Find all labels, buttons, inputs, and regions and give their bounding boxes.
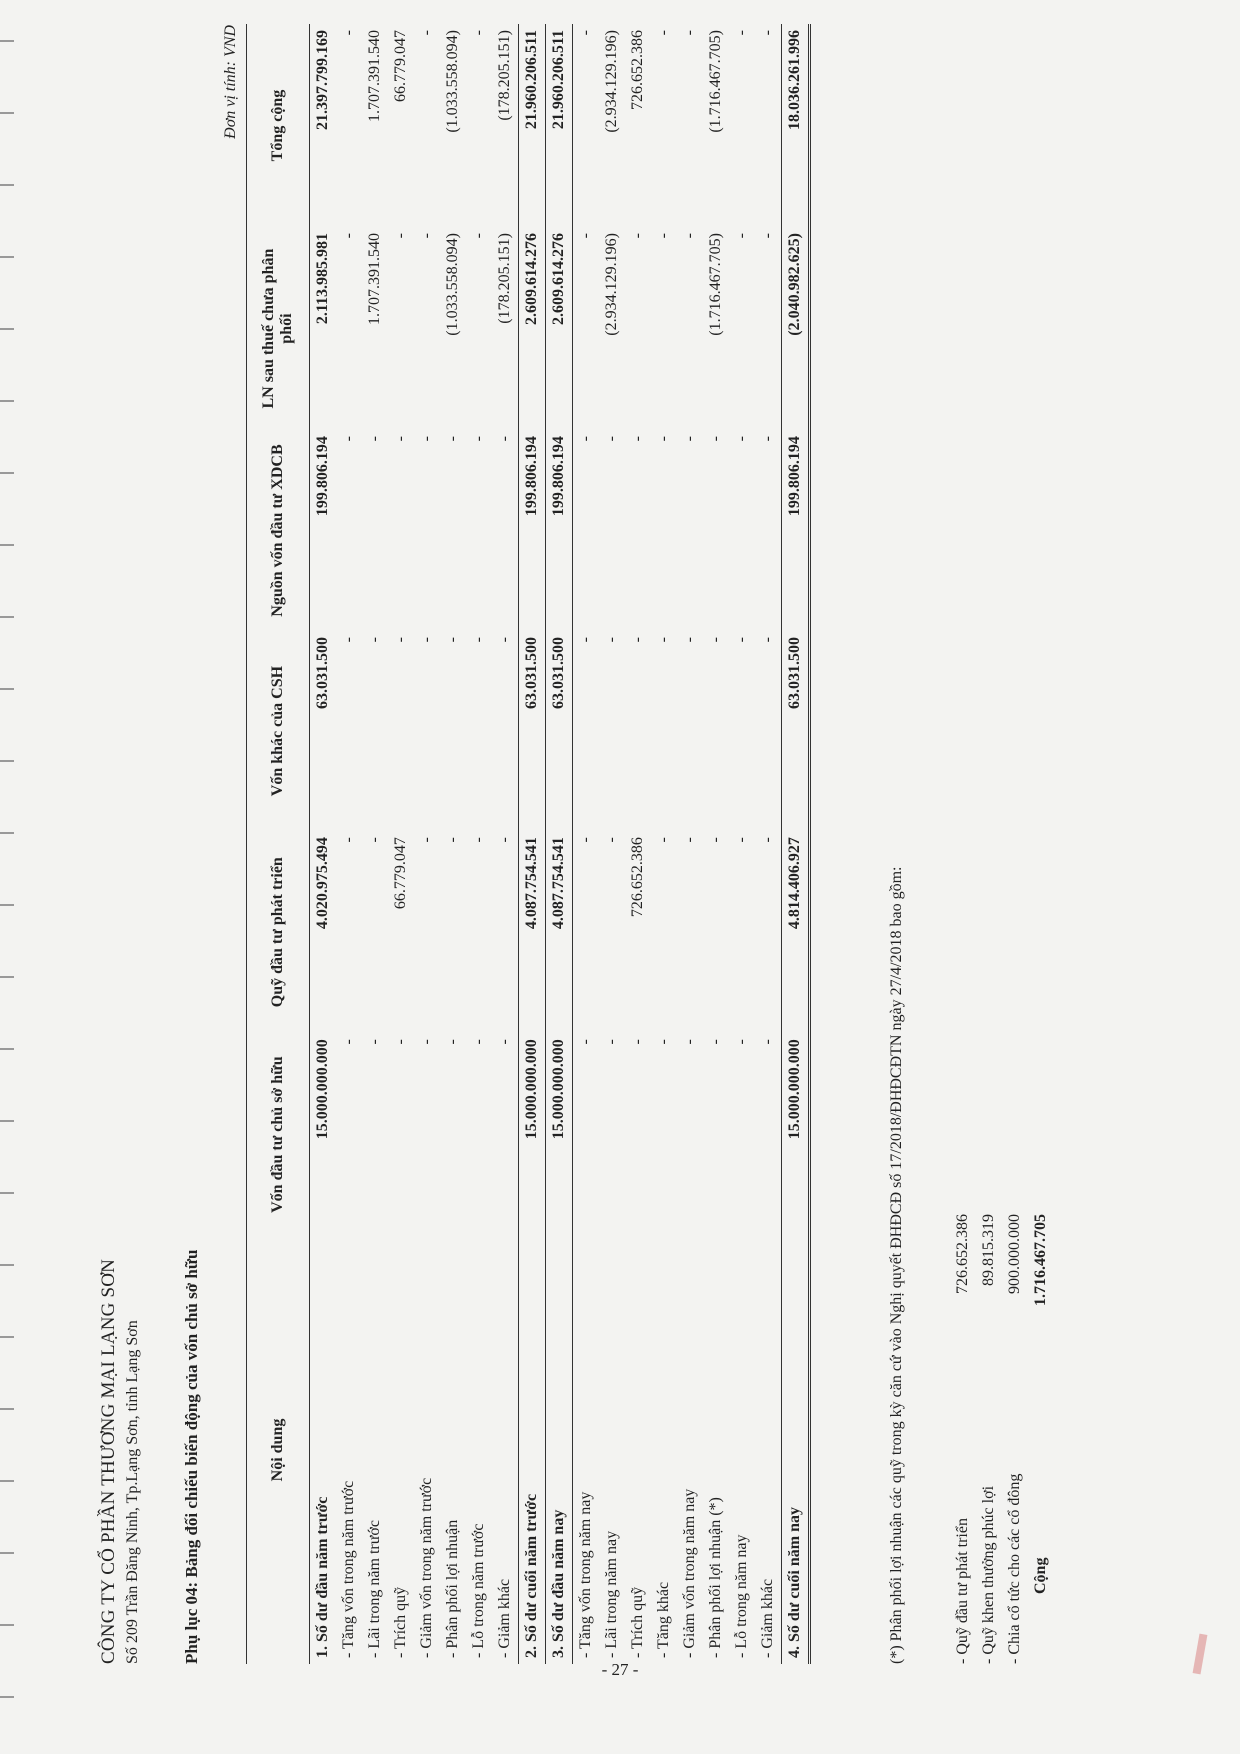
table-cell: -: [496, 436, 513, 442]
table-row: [625, 24, 651, 1664]
table-row: [755, 24, 782, 1664]
table-row: [519, 24, 546, 1664]
table-cell: -: [496, 636, 513, 643]
table-row: [414, 24, 440, 1664]
breakdown-total-row: [1028, 1214, 1054, 1664]
row-label: - Trích quỹ: [629, 1586, 646, 1658]
table-cell: -: [444, 636, 461, 643]
table-cell: -: [470, 1039, 487, 1045]
breakdown-total-label: Cộng: [1032, 1557, 1049, 1594]
table-cell: -: [366, 1039, 383, 1045]
table-row: [310, 24, 337, 1664]
table-cell: -: [681, 636, 698, 643]
table-cell: -: [366, 636, 383, 643]
company-address: Số 209 Trần Đăng Ninh, Tp.Lạng Sơn, tỉnh Lạng Sơn: [124, 1320, 141, 1664]
row-label: 3. Số dư đầu năm nay: [546, 1236, 573, 1664]
breakdown-value: 89.815.319: [980, 1214, 997, 1286]
breakdown-label: - Chia cổ tức cho các cổ đông: [1006, 1473, 1023, 1664]
table-row: [782, 24, 810, 1664]
row-label: - Tăng khác: [655, 1581, 672, 1658]
table-cell: 63.031.500: [546, 631, 573, 831]
profit-distribution-breakdown: [950, 1214, 1054, 1664]
breakdown-row: [950, 1214, 976, 1664]
table-cell: 21.960.206.511: [546, 24, 573, 227]
breakdown-row: [1002, 1214, 1028, 1664]
table-cell: -: [577, 1039, 594, 1045]
company-header: [98, 1259, 142, 1664]
table-cell: -: [707, 1039, 724, 1045]
table-cell: -: [603, 837, 620, 843]
table-cell: (1.716.467.705): [707, 233, 724, 336]
table-cell: -: [577, 233, 594, 239]
table-cell: (178.205.151): [496, 30, 513, 121]
table-cell: -: [655, 436, 672, 442]
table-cell: -: [655, 837, 672, 843]
row-label: - Giảm khác: [759, 1578, 776, 1658]
table-cell: -: [418, 636, 435, 643]
table-cell: -: [340, 30, 357, 36]
table-row: [573, 24, 600, 1664]
table-cell: -: [681, 30, 698, 36]
table-cell: -: [470, 837, 487, 843]
table-cell: -: [340, 636, 357, 643]
table-cell: (1.033.558.094): [444, 233, 461, 336]
row-label: - Tăng vốn trong năm trước: [340, 1480, 357, 1658]
table-cell: (1.033.558.094): [444, 30, 461, 133]
table-row: [599, 24, 625, 1664]
row-label: 1. Số dư đầu năm trước: [314, 1496, 331, 1658]
table-cell: 15.000.000.000: [782, 1033, 810, 1236]
row-label: - Lỗ trong năm trước: [470, 1523, 487, 1658]
table-row: [492, 24, 519, 1664]
table-cell: -: [681, 1039, 698, 1045]
table-cell: -: [470, 636, 487, 643]
table-cell: 66.779.047: [392, 30, 409, 102]
table-cell: 21.397.799.169: [314, 30, 331, 130]
table-cell: 15.000.000.000: [519, 1033, 546, 1236]
table-cell: -: [629, 436, 646, 442]
table-cell: 4.814.406.927: [782, 831, 810, 1033]
table-row: [466, 24, 492, 1664]
table-cell: 2.609.614.276: [519, 227, 546, 430]
breakdown-row: [976, 1214, 1002, 1664]
table-cell: -: [655, 233, 672, 239]
table-header-row: [247, 24, 310, 1664]
table-cell: 199.806.194: [546, 430, 573, 631]
table-row: [729, 24, 755, 1664]
table-cell: 63.031.500: [782, 631, 810, 831]
header-owner-capital: Vốn đầu tư chủ sở hữu: [247, 1033, 310, 1236]
table-cell: -: [577, 636, 594, 643]
table-cell: -: [681, 436, 698, 442]
table-cell: -: [733, 636, 750, 643]
table-cell: (2.040.982.625): [782, 227, 810, 430]
table-cell: -: [733, 1039, 750, 1045]
page-number: - 27 -: [601, 1660, 639, 1679]
appendix-title: Phụ lục 04: Bảng đối chiếu biến động của vốn chủ sở hữu: [182, 1249, 201, 1664]
table-row: [440, 24, 466, 1664]
table-cell: -: [733, 30, 750, 36]
table-cell: -: [366, 837, 383, 843]
row-label: - Trích quỹ: [392, 1586, 409, 1658]
header-retained-earnings: LN sau thuế chưa phân phối: [247, 227, 310, 430]
table-cell: -: [759, 30, 776, 36]
table-cell: (178.205.151): [496, 233, 513, 324]
table-cell: 726.652.386: [629, 30, 646, 110]
table-cell: -: [340, 436, 357, 442]
table-cell: -: [340, 1039, 357, 1045]
header-total: Tổng cộng: [247, 24, 310, 227]
table-cell: -: [444, 837, 461, 843]
table-cell: -: [444, 436, 461, 442]
table-row: [677, 24, 703, 1664]
footnote: (*) Phân phối lợi nhuận các quỹ trong kỳ căn cứ vào Nghị quyết ĐHĐCĐ số 17/2018/ĐHĐCĐTN ngày 27/4/2018 bao gồm:: [888, 866, 905, 1664]
table-cell: -: [733, 436, 750, 442]
table-cell: -: [340, 233, 357, 239]
table-cell: -: [366, 436, 383, 442]
table-cell: -: [418, 436, 435, 442]
table-cell: 15.000.000.000: [546, 1033, 573, 1236]
row-label: 4. Số dư cuối năm nay: [782, 1236, 810, 1664]
table-cell: 4.020.975.494: [314, 837, 331, 930]
breakdown-value: 900.000.000: [1006, 1214, 1023, 1294]
table-cell: 726.652.386: [629, 837, 646, 918]
header-development-fund: Quỹ đầu tư phát triển: [247, 831, 310, 1033]
table-cell: -: [629, 233, 646, 239]
table-cell: 1.707.391.540: [366, 30, 383, 122]
table-cell: -: [340, 837, 357, 843]
table-cell: -: [629, 636, 646, 643]
header-content: Nội dung: [247, 1236, 310, 1664]
table-cell: -: [418, 233, 435, 239]
table-cell: -: [603, 1039, 620, 1045]
table-cell: -: [681, 233, 698, 239]
table-cell: -: [759, 837, 776, 843]
table-cell: -: [707, 436, 724, 442]
row-label: - Phân phối lợi nhuận (*): [707, 1497, 724, 1658]
breakdown-total-value: 1.716.467.705: [1032, 1214, 1049, 1306]
table-cell: -: [759, 636, 776, 643]
table-cell: -: [655, 30, 672, 36]
table-cell: -: [707, 837, 724, 843]
row-label: - Phân phối lợi nhuận: [444, 1519, 461, 1658]
table-cell: 4.087.754.541: [519, 831, 546, 1033]
table-row: [546, 24, 573, 1664]
table-row: [362, 24, 388, 1664]
table-cell: -: [577, 30, 594, 36]
table-row: [703, 24, 729, 1664]
company-name: CÔNG TY CỔ PHẦN THƯƠNG MẠI LẠNG SƠN: [98, 1258, 119, 1664]
table-cell: -: [496, 1039, 513, 1045]
table-cell: 63.031.500: [519, 631, 546, 831]
table-cell: (2.934.129.196): [603, 233, 620, 336]
table-cell: -: [577, 436, 594, 442]
table-cell: -: [759, 1039, 776, 1045]
currency-unit: Đơn vị tính: VND: [222, 25, 239, 139]
header-construction-capital: Nguồn vốn đầu tư XDCB: [247, 430, 310, 631]
table-cell: -: [655, 636, 672, 643]
table-cell: 2.113.985.981: [314, 233, 331, 325]
table-cell: 66.779.047: [392, 837, 409, 910]
equity-changes-table: [246, 24, 811, 1664]
table-cell: -: [603, 636, 620, 643]
table-cell: -: [603, 436, 620, 442]
table-cell: -: [759, 233, 776, 239]
table-cell: (1.716.467.705): [707, 30, 724, 133]
table-cell: -: [392, 233, 409, 239]
table-cell: -: [681, 837, 698, 843]
table-cell: 199.806.194: [314, 436, 331, 517]
table-cell: -: [392, 1039, 409, 1045]
table-cell: 15.000.000.000: [314, 1039, 331, 1140]
table-cell: -: [655, 1039, 672, 1045]
row-label: 2. Số dư cuối năm trước: [519, 1236, 546, 1664]
row-label: - Tăng vốn trong năm nay: [577, 1491, 594, 1658]
table-cell: -: [392, 436, 409, 442]
row-label: - Lỗ trong năm nay: [733, 1534, 750, 1658]
row-label: - Giảm vốn trong năm nay: [681, 1488, 698, 1658]
table-cell: -: [392, 636, 409, 643]
table-cell: -: [577, 837, 594, 843]
table-cell: -: [444, 1039, 461, 1045]
row-label: - Lãi trong năm nay: [603, 1530, 620, 1658]
table-cell: 18.036.261.996: [782, 24, 810, 227]
table-row: [388, 24, 414, 1664]
table-cell: -: [733, 233, 750, 239]
header-other-capital: Vốn khác của CSH: [247, 631, 310, 831]
table-cell: -: [470, 30, 487, 36]
table-body: [310, 24, 810, 1664]
table-cell: -: [418, 837, 435, 843]
table-cell: 63.031.500: [314, 636, 331, 709]
table-cell: 21.960.206.511: [519, 24, 546, 227]
table-cell: 4.087.754.541: [546, 831, 573, 1033]
table-row: [651, 24, 677, 1664]
table-cell: -: [629, 1039, 646, 1045]
table-cell: (2.934.129.196): [603, 30, 620, 133]
breakdown-label: - Quỹ đầu tư phát triển: [954, 1518, 971, 1664]
table-cell: -: [733, 837, 750, 843]
row-label: - Lãi trong năm trước: [366, 1520, 383, 1658]
table-cell: 1.707.391.540: [366, 233, 383, 326]
table-cell: 199.806.194: [782, 430, 810, 631]
breakdown-value: 726.652.386: [954, 1214, 971, 1294]
row-label: - Giảm khác: [496, 1578, 513, 1658]
table-row: [336, 24, 362, 1664]
table-cell: -: [759, 436, 776, 442]
breakdown-label: - Quỹ khen thưởng phúc lợi: [980, 1485, 997, 1664]
table-cell: -: [470, 436, 487, 442]
table-cell: -: [418, 1039, 435, 1045]
row-label: - Giảm vốn trong năm trước: [418, 1477, 435, 1658]
table-cell: -: [418, 30, 435, 36]
table-cell: -: [470, 233, 487, 239]
table-cell: 2.609.614.276: [546, 227, 573, 430]
table-cell: -: [496, 837, 513, 843]
table-cell: -: [707, 636, 724, 643]
table-cell: 199.806.194: [519, 430, 546, 631]
